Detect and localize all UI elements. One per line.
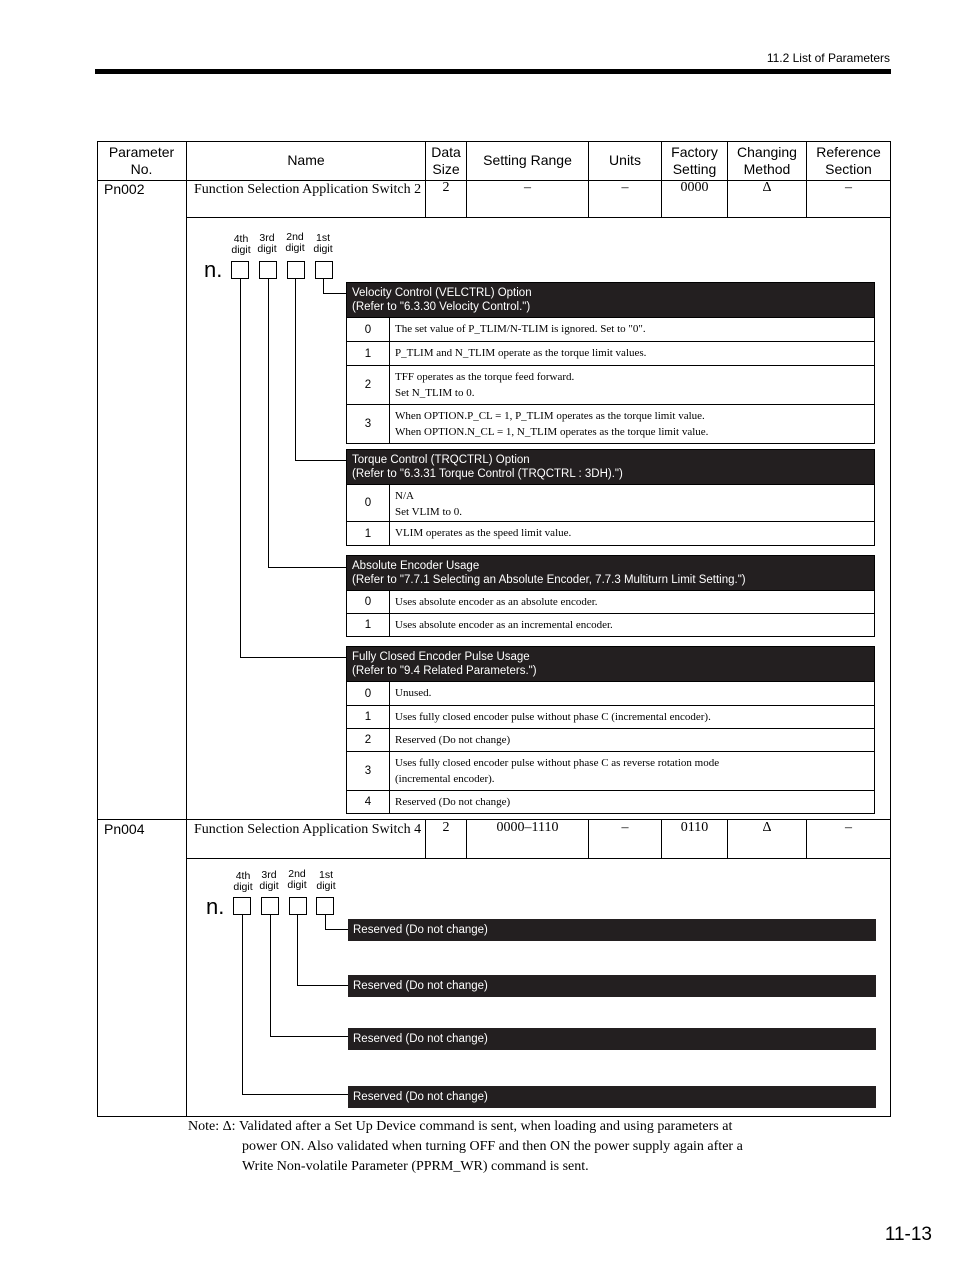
reserved-option-bar: Reserved (Do not change) (348, 1028, 876, 1050)
option-title: Fully Closed Encoder Pulse Usage (Refer to "9.4 Related Parameters.") (347, 647, 874, 681)
footnote (188, 1117, 788, 1177)
header-parameter-no: Parameter No. (108, 143, 175, 177)
leader-line (240, 279, 347, 658)
header-changing-method: Changing Method (737, 143, 797, 177)
option-description: P_TLIM and N_TLIM operate as the torque limit values. (395, 347, 647, 359)
option-description: Uses absolute encoder as an incremental encoder. (395, 619, 613, 631)
velocity-control-option-table (346, 282, 875, 444)
digit-box-3rd (259, 261, 277, 279)
table-row (347, 317, 874, 341)
option-title: Absolute Encoder Usage (Refer to "7.7.1 Selecting an Absolute Encoder, 7.7.3 Multiturn Limit Setting.") (347, 556, 874, 590)
digit-label: 3rd digit (257, 232, 277, 255)
header-reference-section: Reference Section (816, 143, 881, 177)
option-value: 0 (347, 591, 390, 613)
table-row (347, 590, 874, 613)
option-value: 1 (347, 706, 390, 728)
units: – (621, 820, 629, 835)
digit-box-1st (316, 897, 334, 915)
table-border (186, 141, 187, 1117)
option-value: 1 (347, 522, 390, 545)
page-header: 11.2 List of Parameters (766, 51, 890, 65)
leader-line (242, 915, 349, 1095)
table-border (186, 858, 891, 859)
table-row (347, 728, 874, 751)
option-value: 3 (347, 405, 390, 443)
footnote-line: Write Non-volatile Parameter (PPRM_WR) command is sent. (242, 1159, 589, 1174)
option-description: Uses fully closed encoder pulse without phase C (incremental encoder). (395, 711, 711, 723)
header-rule (95, 69, 891, 74)
option-value: 1 (347, 614, 390, 636)
digit-label: 1st digit (316, 869, 336, 892)
data-size: 2 (442, 180, 450, 195)
reference-section: – (845, 820, 852, 835)
digit-label: 1st digit (313, 232, 333, 255)
table-border (186, 217, 891, 218)
footnote-line: Note: Δ: Validated after a Set Up Device command is sent, when loading and using parameters at (188, 1119, 733, 1134)
table-border (97, 141, 98, 1117)
factory-setting: 0110 (680, 820, 709, 835)
option-description: Unused. (395, 687, 432, 699)
digit-label: 3rd digit (259, 869, 279, 892)
reserved-option-bar: Reserved (Do not change) (348, 1086, 876, 1108)
option-value: 0 (347, 318, 390, 341)
digit-label: 2nd digit (287, 868, 307, 891)
header-setting-range: Setting Range (483, 152, 572, 168)
n-prefix: n. (204, 257, 223, 282)
option-title: Velocity Control (VELCTRL) Option (Refer to "6.3.30 Velocity Control.") (347, 283, 874, 317)
option-value: 0 (347, 485, 390, 521)
data-size: 2 (442, 820, 450, 835)
table-row (347, 341, 874, 365)
option-description: When OPTION.P_CL = 1, P_TLIM operates as the torque limit value. When OPTION.N_CL = 1, N_TLIM operates as the torque limit value. (395, 410, 709, 438)
option-description: Reserved (Do not change) (395, 734, 511, 746)
reserved-option-bar: Reserved (Do not change) (348, 975, 876, 997)
units: – (621, 180, 629, 195)
page-number: 11-13 (884, 1224, 932, 1245)
parameter-no: Pn004 (104, 821, 145, 837)
table-border (890, 141, 891, 1117)
table-row (347, 681, 874, 705)
changing-method: Δ (762, 820, 772, 835)
option-description: Uses absolute encoder as an absolute encoder. (395, 596, 598, 608)
parameter-name: Function Selection Application Switch 4 (194, 822, 422, 837)
option-value: 0 (347, 682, 390, 705)
option-description: Reserved (Do not change) (395, 796, 511, 808)
option-value: 1 (347, 342, 390, 365)
table-row (347, 705, 874, 728)
option-value: 4 (347, 791, 390, 813)
torque-control-option-table (346, 449, 875, 546)
option-description: VLIM operates as the speed limit value. (395, 527, 572, 539)
digit-box-1st (315, 261, 333, 279)
footnote-line: power ON. Also validated when turning OFF and then ON the power supply again after a (242, 1139, 743, 1154)
option-title: Torque Control (TRQCTRL) Option (Refer to "6.3.31 Torque Control (TRQCTRL : 3DH).") (347, 450, 874, 484)
reference-section: – (845, 180, 852, 195)
option-description: N/A Set VLIM to 0. (395, 490, 463, 518)
option-description: Uses fully closed encoder pulse without phase C as reverse rotation mode (incremental encoder). (395, 757, 720, 785)
digit-box-4th (233, 897, 251, 915)
table-row (347, 484, 874, 521)
digit-label: 4th digit (233, 870, 253, 893)
option-value: 2 (347, 729, 390, 751)
table-row (347, 790, 874, 813)
table-row (347, 613, 874, 636)
changing-method: Δ (762, 180, 772, 195)
option-description: The set value of P_TLIM/N-TLIM is ignored. Set to "0". (395, 323, 646, 335)
header-units: Units (609, 152, 641, 168)
fully-closed-encoder-option-table (346, 646, 875, 814)
digit-label: 2nd digit (285, 231, 305, 254)
header-name: Name (287, 152, 325, 168)
reserved-option-bar: Reserved (Do not change) (348, 919, 876, 941)
header-data-size: Data Size (431, 143, 461, 177)
table-row (347, 521, 874, 545)
digit-box-3rd (261, 897, 279, 915)
setting-range: 0000–1110 (496, 820, 559, 835)
parameter-no: Pn002 (104, 181, 145, 197)
n-prefix: n. (206, 894, 225, 919)
option-description: TFF operates as the torque feed forward. Set N_TLIM to 0. (395, 371, 575, 399)
setting-range: – (524, 180, 531, 195)
digit-box-2nd (287, 261, 305, 279)
digit-label: 4th digit (231, 233, 251, 256)
table-row (347, 365, 874, 404)
parameter-name: Function Selection Application Switch 2 (194, 182, 422, 197)
table-row (347, 751, 874, 790)
option-value: 3 (347, 752, 390, 790)
digit-box-4th (231, 261, 249, 279)
factory-setting: 0000 (680, 180, 709, 195)
table-row (347, 404, 874, 443)
option-value: 2 (347, 366, 390, 404)
header-factory-setting: Factory Setting (671, 143, 718, 177)
digit-box-2nd (289, 897, 307, 915)
absolute-encoder-option-table (346, 555, 875, 637)
